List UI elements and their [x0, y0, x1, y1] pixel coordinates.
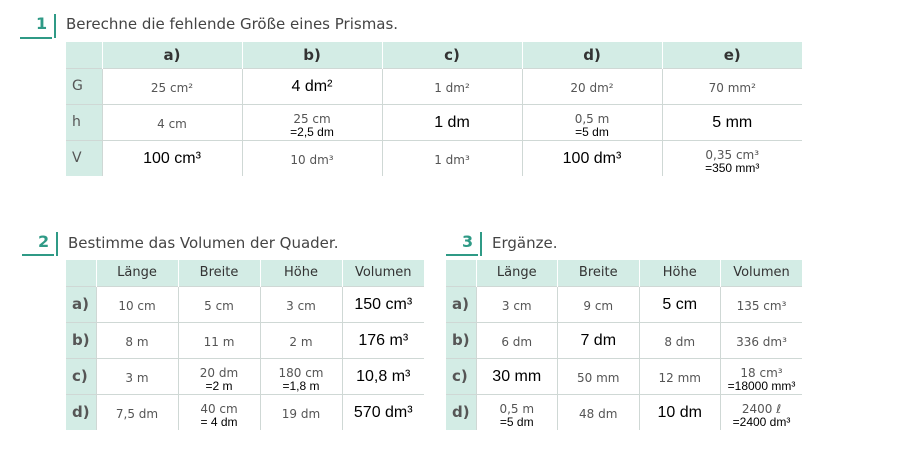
table-cell	[721, 286, 803, 322]
table-cell	[558, 286, 640, 322]
task2-title: Bestimme das Volumen der Quader.	[68, 234, 339, 252]
table-cell	[721, 358, 803, 394]
handwritten-note: =2,5 dm	[290, 124, 334, 139]
handwritten-note: =5 dm	[499, 415, 534, 429]
cell-value: 5 cm	[204, 298, 234, 313]
table-cell	[476, 286, 558, 322]
cell-value: 0,35 cm³	[705, 147, 760, 162]
table-row	[66, 140, 802, 176]
handwritten-answer: 10 dm	[657, 404, 702, 422]
cell-value: 2400 ℓ	[741, 401, 782, 416]
table-row	[66, 104, 802, 140]
task2-number: 2	[38, 232, 50, 251]
table-cell	[721, 322, 803, 358]
corner-cell	[66, 42, 102, 68]
row-label: a)	[66, 286, 96, 322]
handwritten-answer: 30 mm	[492, 368, 542, 385]
table-cell	[558, 322, 640, 358]
cell-value: 9 cm	[583, 298, 614, 313]
table-cell	[382, 104, 522, 140]
handwritten-note: =1,8 m	[282, 378, 320, 393]
cell-value: 0,5 m	[499, 401, 535, 416]
table-cell	[260, 322, 342, 358]
row-label: b)	[446, 322, 476, 358]
cell-value: 2 m	[289, 334, 313, 349]
task3-underline	[446, 254, 478, 256]
table-cell	[558, 358, 640, 394]
table-cell	[342, 322, 424, 358]
handwritten-note: =18000 mm³	[727, 378, 796, 393]
table-cell	[476, 322, 558, 358]
cell-value: 50 mm	[577, 370, 620, 385]
column-header: Höhe	[260, 260, 342, 286]
table-cell	[662, 140, 802, 176]
cell-value: 25 cm²	[150, 80, 194, 95]
handwritten-answer: 1 dm	[434, 114, 470, 131]
table-cell	[342, 286, 424, 322]
table-cell	[639, 358, 721, 394]
table-cell	[721, 394, 803, 430]
table-cell	[662, 68, 802, 104]
table-cell	[639, 322, 721, 358]
handwritten-answer: 4 dm²	[291, 78, 333, 95]
column-header: Länge	[96, 260, 178, 286]
table-cell	[102, 68, 242, 104]
column-header: Breite	[178, 260, 260, 286]
cell-value: 70 mm²	[708, 80, 756, 95]
column-header: Länge	[476, 260, 558, 286]
table-cell	[242, 140, 382, 176]
column-header: b)	[242, 42, 382, 68]
row-label: d)	[446, 394, 476, 430]
cell-value: 19 dm	[281, 406, 321, 421]
task3-bar	[480, 232, 482, 256]
column-header: e)	[662, 42, 802, 68]
handwritten-answer: 176 m³	[358, 332, 409, 349]
cell-value: 1 dm³	[434, 152, 470, 167]
handwritten-answer: 5 mm	[712, 114, 753, 131]
handwritten-note: =2 m	[205, 378, 233, 393]
task2-underline	[22, 254, 54, 256]
table-cell	[260, 394, 342, 430]
table-cell	[96, 394, 178, 430]
table-cell	[522, 104, 662, 140]
handwritten-answer: 7 dm	[580, 332, 617, 349]
handwritten-answer: 10,8 m³	[356, 368, 411, 385]
table-cell	[476, 358, 558, 394]
table-cell	[639, 394, 721, 430]
handwritten-answer: 5 cm	[662, 296, 698, 313]
task1-bar	[54, 14, 56, 38]
table-cell	[522, 68, 662, 104]
cell-value: 20 dm	[199, 365, 239, 380]
cell-value: 7,5 dm	[115, 406, 159, 421]
cell-value: 8 m	[125, 334, 149, 349]
cell-value: 40 cm	[200, 401, 238, 416]
table-cell	[96, 286, 178, 322]
row-label: c)	[66, 358, 96, 394]
handwritten-note: =350 mm³	[705, 161, 760, 175]
handwritten-note: =2400 dm³	[732, 415, 791, 429]
column-header: Volumen	[342, 260, 424, 286]
handwritten-note: =5 dm	[575, 124, 609, 139]
row-label: c)	[446, 358, 476, 394]
row-label: a)	[446, 286, 476, 322]
column-header: Höhe	[639, 260, 721, 286]
column-header: Breite	[558, 260, 640, 286]
column-header: d)	[522, 42, 662, 68]
table-row	[66, 286, 424, 322]
column-header: a)	[102, 42, 242, 68]
task1-number: 1	[36, 14, 48, 33]
table-row	[66, 322, 424, 358]
column-header: c)	[382, 42, 522, 68]
task2-table	[66, 260, 424, 430]
table-cell	[178, 322, 260, 358]
table-cell	[662, 104, 802, 140]
table-cell	[342, 358, 424, 394]
table-row	[446, 394, 802, 430]
table-row	[446, 322, 802, 358]
cell-value: 10 dm³	[290, 152, 334, 167]
cell-value: 0,5 m	[574, 111, 610, 126]
cell-value: 3 m	[125, 370, 149, 385]
table-row	[446, 358, 802, 394]
cell-value: 18 cm³	[740, 365, 783, 380]
cell-value: 4 cm	[157, 116, 187, 131]
table-cell	[96, 322, 178, 358]
table-cell	[178, 394, 260, 430]
cell-value: 135 cm³	[736, 298, 787, 313]
row-label: h	[66, 104, 102, 140]
table-cell	[382, 68, 522, 104]
cell-value: 48 dm	[579, 406, 618, 421]
handwritten-answer: 100 dm³	[562, 150, 622, 168]
table-cell	[260, 358, 342, 394]
cell-value: 3 cm	[501, 298, 532, 313]
task2-bar	[56, 232, 58, 256]
column-header: Volumen	[721, 260, 803, 286]
table-cell	[178, 358, 260, 394]
task1-title: Berechne die fehlende Größe eines Prismas.	[66, 15, 399, 33]
row-label: d)	[66, 394, 96, 430]
table-row	[446, 286, 802, 322]
handwritten-answer: 150 cm³	[354, 296, 413, 313]
handwritten-answer: 570 dm³	[353, 404, 413, 422]
cell-value: 10 cm	[118, 298, 156, 313]
cell-value: 6 dm	[501, 334, 533, 349]
table-cell	[242, 68, 382, 104]
cell-value: 12 mm	[658, 370, 701, 385]
table-cell	[102, 104, 242, 140]
table-cell	[242, 104, 382, 140]
table-cell	[558, 394, 640, 430]
table-cell	[342, 394, 424, 430]
table-cell	[178, 286, 260, 322]
table-cell	[102, 140, 242, 176]
table-row	[66, 68, 802, 104]
handwritten-note: = 4 dm	[200, 415, 238, 429]
table-cell	[639, 286, 721, 322]
table-cell	[522, 140, 662, 176]
table-cell	[260, 286, 342, 322]
cell-value: 20 dm²	[570, 80, 614, 95]
table-row	[66, 358, 424, 394]
handwritten-answer: 100 cm³	[143, 150, 201, 168]
task3-table	[446, 260, 802, 430]
cell-value: 8 dm	[664, 334, 696, 349]
cell-value: 336 dm³	[736, 334, 787, 349]
corner-cell	[446, 260, 476, 286]
cell-value: 25 cm	[293, 111, 331, 126]
row-label: V	[66, 140, 102, 176]
table-cell	[96, 358, 178, 394]
table-cell	[382, 140, 522, 176]
table-cell	[476, 394, 558, 430]
cell-value: 3 cm	[286, 298, 316, 313]
table-row	[66, 394, 424, 430]
cell-value: 11 m	[203, 334, 235, 349]
task1-underline	[20, 37, 52, 39]
task3-title: Ergänze.	[492, 234, 558, 252]
row-label: b)	[66, 322, 96, 358]
corner-cell	[66, 260, 96, 286]
cell-value: 180 cm	[278, 365, 324, 380]
task1-table	[66, 42, 802, 176]
cell-value: 1 dm²	[434, 80, 470, 95]
task3-number: 3	[462, 232, 474, 251]
row-label: G	[66, 68, 102, 104]
